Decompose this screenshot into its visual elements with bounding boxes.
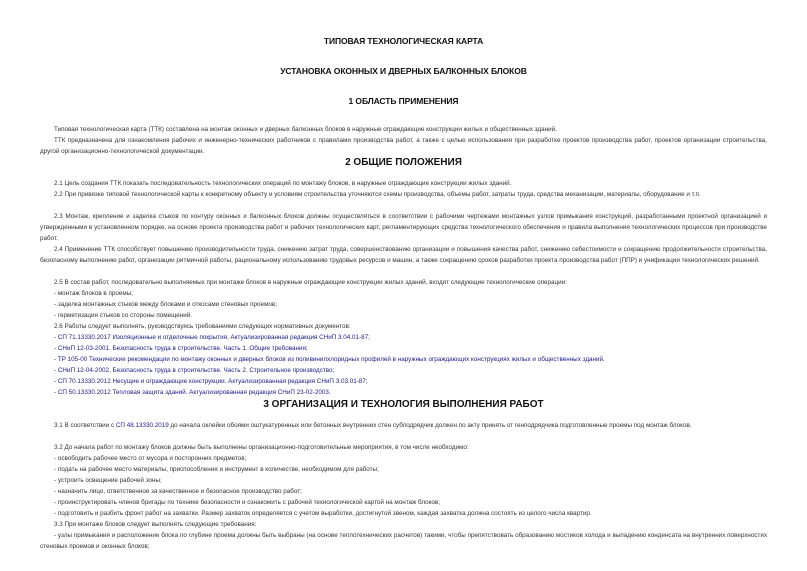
para-2-2: 2.2 При привязке типовой технологической карты к конкретному объекту и условиям строительства уточняются схемы производства, объемы работ, затраты труда, средства механизации, материалы, оборудование и т.п. xyxy=(54,191,701,198)
normative-doc-link[interactable]: - СНиП 12-04-2002. Безопасность труда в строительстве. Часть 2. Строительное производство; xyxy=(54,367,335,374)
normative-doc-link[interactable]: - СНиП 12-03-2001. Безопасность труда в строительстве. Часть 1. Общие требования; xyxy=(54,345,308,352)
para-2-3: 2.3 Монтаж, крепление и заделка стыков по контуру оконных и балконных блоков должны осуществляться в соответствии с рабочими чертежами монтажных узлов примыкания конструкций, разработанными проектной организацией и утвержденными в установленном порядке, на основе проекта производства работ и рабочих технологических карт, регламентирующих средства технологического обеспечения и правила выполнения технологических процессов при производстве работ. xyxy=(40,213,767,242)
para-2-1: 2.1 Цель создания ТТК показать последовательность технологических операций по монтажу блоков, в наружные ограждающие конструкции жилых зданий. xyxy=(54,180,512,187)
operation-item: - заделка монтажных стыков между блоками и откосами стеновых проемов; xyxy=(54,301,277,308)
normative-doc-link[interactable]: - СП 50.13330.2012 Тепловая защита зданий. Актуализированная редакция СНиП 23-02-2003. xyxy=(54,389,331,396)
section3-heading: 3 ОРГАНИЗАЦИЯ И ТЕХНОЛОГИЯ ВЫПОЛНЕНИЯ РАБОТ xyxy=(263,399,544,410)
normative-doc-link[interactable]: - СП 71.13330.2017 Изоляционные и отделочные покрытия. Актуализированная редакция СНиП 3.04.01-87; xyxy=(54,334,370,341)
section1-heading: 1 ОБЛАСТЬ ПРИМЕНЕНИЯ xyxy=(348,96,459,106)
normative-doc-link[interactable]: - ТР 105-00 Технические рекомендации по монтажу оконных и дверных блоков из поливинилхлоридных профилей в наружных ограждающих конструкциях жилых и общественных зданий. xyxy=(54,356,605,363)
doc-subtitle: УСТАНОВКА ОКОННЫХ И ДВЕРНЫХ БАЛКОННЫХ БЛОКОВ xyxy=(280,66,527,76)
operation-item: - герметизация стыков со стороны помещений. xyxy=(54,312,192,319)
prep-item: - проинструктировать членов бригады по технике безопасности и ознакомить с рабочей технологической картой на монтаж блоков; xyxy=(54,499,441,506)
sp-48-link[interactable]: СП 48.13330.2019 xyxy=(115,422,169,429)
para-2-4: 2.4 Применение ТТК способствует повышению производительности труда, снижению затрат труда, совершенствованию организации и повышения качества работ, снижению себестоимости и сокращению продолжительности строительства, безопасному выполнению работ, организации ритмичной работы, рациональному использованию трудовых ресурсов и машин, а также сокращению сроков разработки проекта производства работ (ППР) и унификации технологических решений. xyxy=(40,246,767,264)
para-3-3: 3.3 При монтаже блоков следует выполнять следующие требования: xyxy=(54,521,257,528)
para-2-6: 2.6 Работы следует выполнять, руководствуясь требованиями следующих нормативных документов: xyxy=(54,323,351,330)
doc-title: ТИПОВАЯ ТЕХНОЛОГИЧЕСКАЯ КАРТА xyxy=(323,36,484,46)
prep-item: - подать на рабочее место материалы, приспособления и инструмент в количестве, необходимом для работы; xyxy=(54,466,379,473)
section1-p2: ТТК предназначена для ознакомления рабочих и инженерно-технических работников с правилами производства работ, а также с целью использования при разработке проектов производства работ, проектов организации строительства, другой организационно-технологической документации. xyxy=(40,137,767,155)
prep-item: - устроить освещение рабочей зоны; xyxy=(54,477,162,484)
para-3-1 xyxy=(40,420,767,431)
para-3-1-post: до начала оклейки обоями оштукатуренных или бетонных внутренних стен субподрядчик должен по акту принять от генподрядчика подготовленные проемы под монтаж блоков. xyxy=(168,422,692,429)
section1-p1: Типовая технологическая карта (ТТК) составлена на монтаж оконных и дверных балконных блоков в наружные ограждающие конструкции жилых и общественных зданий. xyxy=(54,126,557,133)
prep-item: - назначить лицо, ответственное за качественное и безопасное производство работ; xyxy=(54,488,302,495)
para-3-2: 3.2 До начала работ по монтажу блоков должны быть выполнены организационно-подготовительные мероприятия, в том числе необходимо: xyxy=(54,444,469,451)
operation-item: - монтаж блоков в проемы; xyxy=(54,290,134,297)
prep-item: - подготовить и разбить фронт работ на захватки. Размер захваток определяется с учетом выработки, достигнутой звеном, каждая захватка должна состоять из целого числа квартир. xyxy=(54,510,592,517)
para-2-5: 2.5 В состав работ, последовательно выполняемых при монтаже блоков в наружные ограждающие конструкции жилых зданий, входят следующие технологические операции: xyxy=(54,279,567,286)
prep-item: - освободить рабочее место от мусора и посторонних предметов; xyxy=(54,455,247,462)
section2-heading: 2 ОБЩИЕ ПОЛОЖЕНИЯ xyxy=(345,157,462,168)
normative-doc-link[interactable]: - СП 70.13330.2012 Несущие и ограждающие конструкции. Актуализированная редакция СНиП 3.03.01-87; xyxy=(54,378,368,385)
para-3-1-pre: 3.1 В соответствии с xyxy=(54,422,116,429)
para-3-3-item: - узлы примыкания и расположение блока по глубине проема должны быть выбраны (на основе теплотехнических расчетов) такими, чтобы препятствовать образованию мостиков холода и выпадению конденсата на внутренних поверхностях стеновых проемов и оконных блоков; xyxy=(40,532,767,550)
